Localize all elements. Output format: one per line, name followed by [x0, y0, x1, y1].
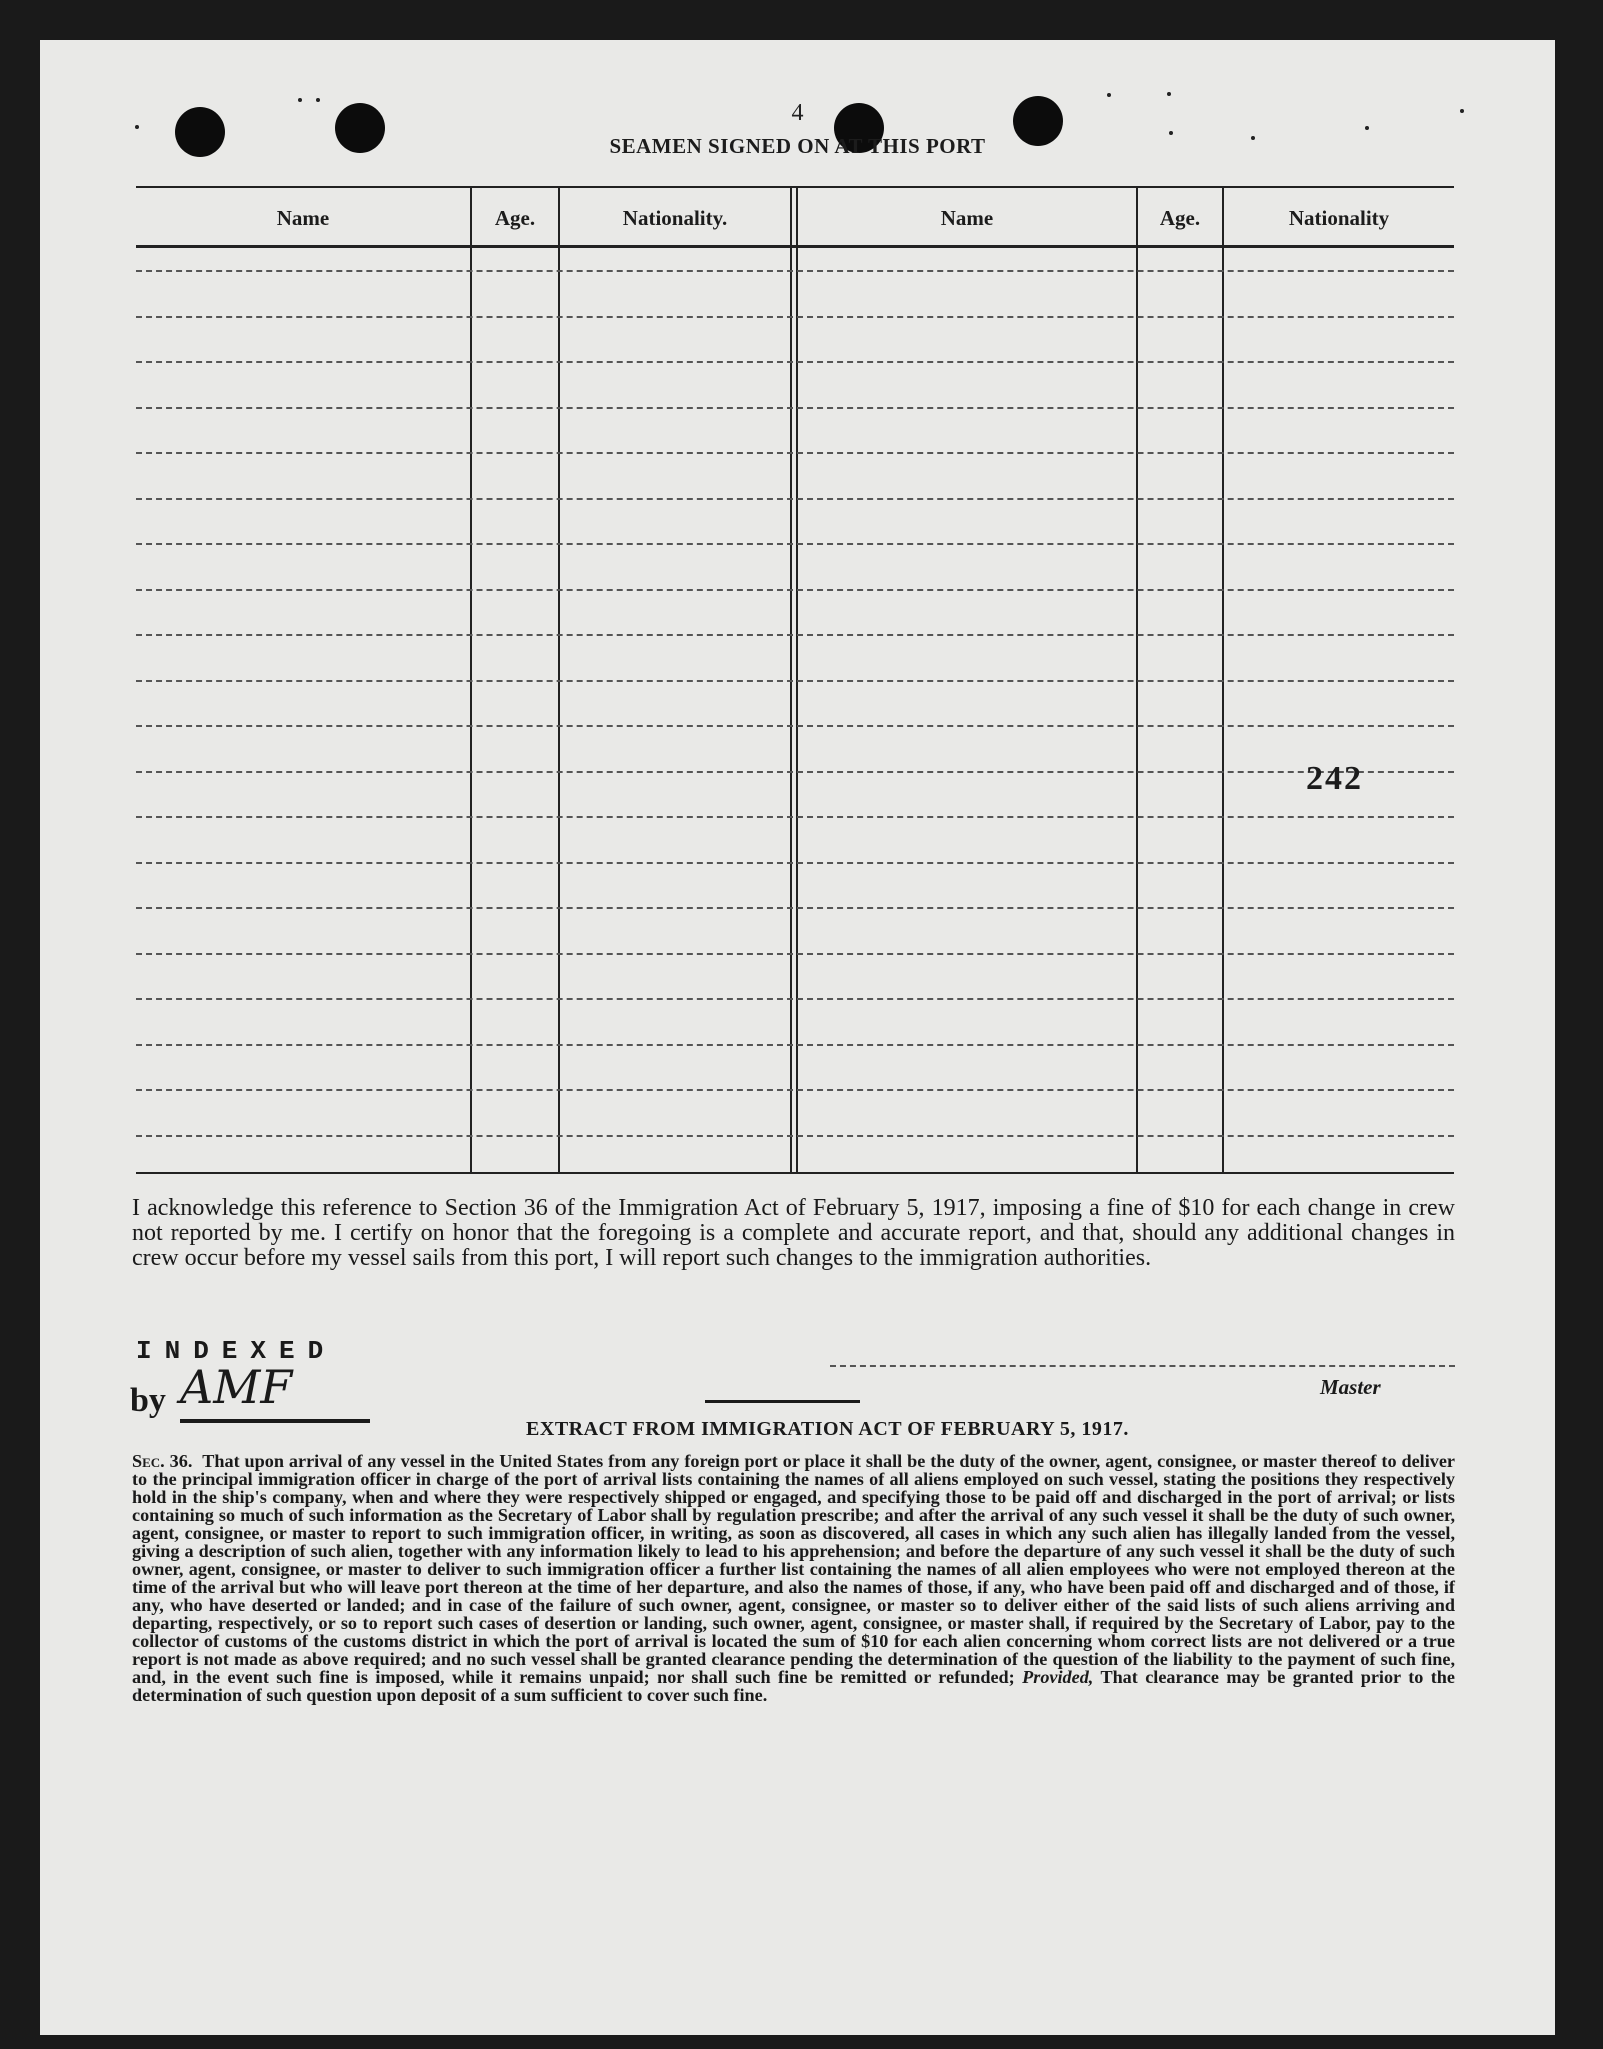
table-row: [136, 1135, 1454, 1137]
table-row: [136, 771, 1454, 773]
table-row: [136, 816, 1454, 818]
extract-body-1: That upon arrival of any vessel in the United States from any foreign port or place it shall be the duty of the owner, agent, consignee, or master thereof to deliver to the principal immigration officer in charge of the port of arrival lists containing the names of all aliens employed on such vessel, stating the positions they respectively hold in the ship's company, when and where they were respectively shipped or engaged, and specifying those to be paid off and discharged in the port of arrival; or lists containing so much of such information as the Secretary of Labor shall by regulation prescribe; and after the arrival of any such vessel it shall be the duty of such owner, agent, consignee, or master to report to such immigration officer, in writing, as soon as discovered, all cases in which any such alien has illegally landed from the vessel, giving a description of such alien, together with any information likely to lead to his apprehension; and before the departure of any such vessel it shall be the duty of such owner, agent, consignee, or master to deliver to such immigration officer a further list containing the names of all alien employees who were not employed thereon at the time of the arrival but who will leave port thereon at the time of her departure, and also the names of those, if any, who have been paid off and discharged and of those, if any, who have deserted or landed; and in case of the failure of such owner, agent, consignee, or master so to deliver either of the said lists of such aliens arriving and departing, respectively, or so to report such cases of desertion or landing, such owner, agent, consignee, or master shall, if required by the Secretary of Labor, pay to the collector of customs of the customs district in which the port of arrival is located the sum of $10 for each alien concerning whom correct lists are not delivered or a true report is not made as above required; and no such vessel shall be granted clearance pending the determination of the question of the liability to the payment of such fine, and, in the event such fine is imposed, while it remains unpaid; nor shall such fine be remitted or refunded;: [132, 1451, 1455, 1687]
stamp-number: 242: [1306, 760, 1363, 797]
table-row: [136, 1044, 1454, 1046]
extract-body-2: That clearance may be granted prior to the determination of such question upon deposit of a sum sufficient to cover such fine.: [132, 1667, 1455, 1705]
extract-section-label: Sec. 36.: [132, 1451, 193, 1471]
indexed-by-label: by: [130, 1382, 166, 1419]
speck: [1167, 92, 1171, 96]
table-row: [136, 270, 1454, 272]
table-row: [136, 862, 1454, 864]
col-header-name-left: Name: [276, 206, 330, 230]
table-row: [136, 907, 1454, 909]
table-row: [136, 680, 1454, 682]
table-row: [136, 498, 1454, 500]
indexed-stamp: INDEXED: [136, 1336, 337, 1366]
certification-text: I acknowledge this reference to Section 36 of the Immigration Act of February 5, 1917, imposing a fine of $10 for each change in crew not reported by me. I certify on honor that the foregoing is a complete and accurate report, and that, should any additional changes in crew occur before my vessel sails from this port, I will report such changes to the immigration authorities.: [132, 1195, 1455, 1271]
master-signature-line: [830, 1365, 1455, 1367]
col-header-age-left: Age.: [494, 206, 536, 230]
table-row: [136, 725, 1454, 727]
table-top-rule: [136, 186, 1454, 188]
col-header-nationality-right: Nationality: [1288, 206, 1390, 230]
col-header-nationality-left: Nationality.: [622, 206, 728, 230]
page-heading: SEAMEN SIGNED ON AT THIS PORT: [609, 134, 986, 158]
crew-table: [136, 186, 1454, 1174]
extract-provided: Provided,: [1022, 1667, 1094, 1687]
table-row: [136, 1089, 1454, 1091]
page-number: 4: [791, 100, 804, 126]
table-row: [136, 953, 1454, 955]
indexer-signature: AMF: [180, 1360, 293, 1414]
table-row: [136, 589, 1454, 591]
col-header-age-right: Age.: [1159, 206, 1201, 230]
extract-text: [132, 1452, 1455, 1704]
master-label: Master: [1320, 1375, 1381, 1399]
table-row: [136, 316, 1454, 318]
col-header-name-right: Name: [940, 206, 994, 230]
table-header-rule: [136, 245, 1454, 248]
table-row: [136, 998, 1454, 1000]
table-row: [136, 407, 1454, 409]
section-divider: [705, 1400, 860, 1403]
table-bottom-rule: [136, 1172, 1454, 1174]
table-row: [136, 361, 1454, 363]
document-page: [40, 40, 1555, 2035]
speck: [1107, 93, 1111, 97]
table-row: [136, 543, 1454, 545]
table-row: [136, 452, 1454, 454]
table-row: [136, 634, 1454, 636]
extract-title: EXTRACT FROM IMMIGRATION ACT OF FEBRUARY 5, 1917.: [526, 1418, 1129, 1440]
